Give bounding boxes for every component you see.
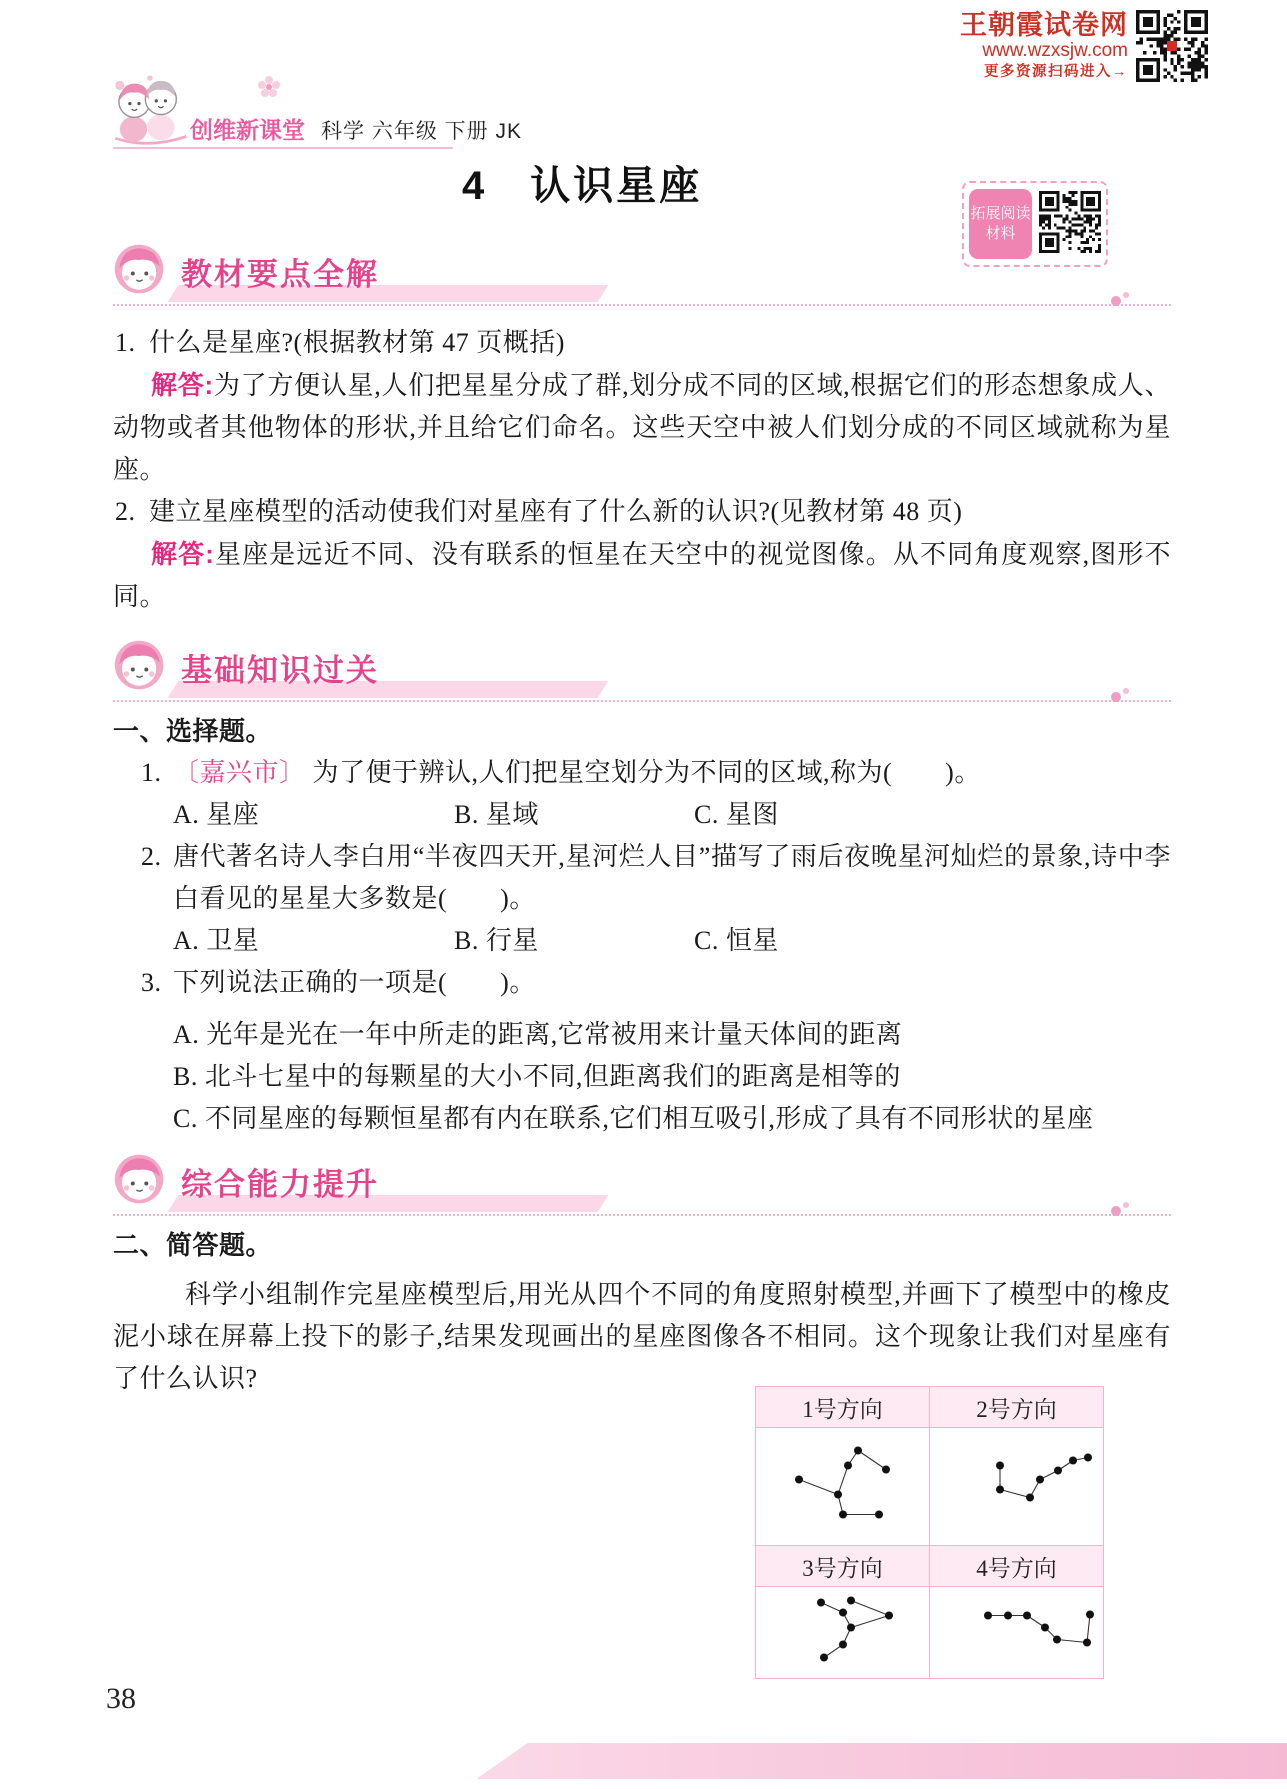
section-header-key-points xyxy=(113,238,1171,306)
lesson-title: 4 认识星座 xyxy=(462,164,703,208)
site-qr-code-icon xyxy=(1136,10,1208,87)
extended-reading-label-line2: 材料 xyxy=(985,225,1016,242)
choice-question-2 xyxy=(113,836,1171,920)
constellation-diagram-4 xyxy=(930,1587,1103,1678)
section-header-advanced xyxy=(113,1148,1171,1216)
site-logo-text xyxy=(956,10,1128,82)
answer-text: 为了方便认星,人们把星星分成了群,划分成不同的区域,根据它们的形态想象成人、动物或者其他物体的形状,并且给它们命名。这些天空中被人们划分成的不同区域就称为星座。 xyxy=(113,371,1171,484)
question-text: 什么是星座?(根据教材第 47 页概括) xyxy=(149,328,565,357)
answer-label: 解答: xyxy=(151,370,214,400)
short-answer-question-text: 科学小组制作完星座模型后,用光从四个不同的角度照射模型,并画下了模型中的橡皮泥小球在屏幕上投下的影子,结果发现画出的星座图像各不相同。这个现象让我们对星座有了什么认识? xyxy=(113,1280,1171,1393)
option-b: B. 星域 xyxy=(454,800,539,829)
site-name: 王朝霞试卷网 xyxy=(960,10,1128,40)
series-badge: 创维新课堂 xyxy=(190,117,305,143)
site-logo xyxy=(956,10,1208,87)
blossom-icon xyxy=(256,74,282,105)
section-title: 综合能力提升 xyxy=(181,1166,379,1202)
question-number: 2. xyxy=(141,842,162,871)
source-tag: 〔嘉兴市〕 xyxy=(173,758,306,787)
table-header-direction-3: 3号方向 xyxy=(756,1546,930,1587)
section-mascot-icon xyxy=(113,242,167,301)
choice-question-2-options xyxy=(113,920,1171,962)
table-header-direction-2: 2号方向 xyxy=(930,1387,1104,1428)
question-number: 2. xyxy=(115,497,136,526)
page-number: 38 xyxy=(106,1682,136,1715)
decorative-dots xyxy=(1111,1202,1129,1221)
choice-question-1-options xyxy=(113,794,1171,836)
table-header-direction-1: 1号方向 xyxy=(756,1387,930,1428)
section-title: 教材要点全解 xyxy=(181,256,379,292)
constellation-diagram-1 xyxy=(756,1428,929,1545)
answer-text: 星座是远近不同、没有联系的恒星在天空中的视觉图像。从不同角度观察,图形不同。 xyxy=(113,540,1171,611)
option-a: A. 卫星 xyxy=(173,926,260,955)
decorative-dots xyxy=(1111,292,1129,311)
question-number: 1. xyxy=(141,758,162,787)
question-text: 唐代著名诗人李白用“半夜四天开,星河烂人目”描写了雨后夜晚星河灿烂的景象,诗中李白看见的星星大多数是( )。 xyxy=(173,842,1171,913)
section-mascot-icon xyxy=(113,638,167,697)
site-url: www.wzxsjw.com xyxy=(982,40,1128,61)
section-header-basics xyxy=(113,634,1171,702)
exercise-type-heading: 二、简答题。 xyxy=(113,1230,273,1260)
option-c: C. 恒星 xyxy=(694,926,779,955)
decorative-dots xyxy=(1111,688,1129,707)
header-divider xyxy=(113,147,453,149)
question-text: 下列说法正确的一项是( )。 xyxy=(173,968,536,997)
edition-info: 科学 六年级 下册 JK xyxy=(321,120,523,143)
option-c: C. 星图 xyxy=(694,800,779,829)
question-text: 建立星座模型的活动使我们对星座有了什么新的认识?(见教材第 48 页) xyxy=(149,497,963,526)
table-header-direction-4: 4号方向 xyxy=(930,1546,1104,1587)
question-text: 为了便于辨认,人们把星空划分为不同的区域,称为( )。 xyxy=(312,758,981,787)
choice-question-3-options xyxy=(113,1014,1171,1140)
site-tagline: 更多资源扫码进入→ xyxy=(984,64,1128,80)
choice-question-1 xyxy=(113,752,1171,794)
constellation-shadow-table xyxy=(755,1386,1104,1679)
question-number: 1. xyxy=(115,328,136,357)
option-b: B. 行星 xyxy=(454,926,539,955)
option-a: A. 光年是光在一年中所走的距离,它常被用来计量天体间的距离 xyxy=(173,1020,903,1049)
keypoint-answer-1 xyxy=(113,364,1171,491)
answer-label: 解答: xyxy=(151,539,215,569)
page-content xyxy=(113,238,1171,1679)
option-b: B. 北斗七星中的每颗星的大小不同,但距离我们的距离是相等的 xyxy=(173,1062,901,1091)
choice-question-3 xyxy=(113,962,1171,1004)
keypoint-question-1 xyxy=(113,322,1171,364)
mascot-illustration xyxy=(108,72,190,153)
section-title: 基础知识过关 xyxy=(181,652,379,688)
book-header xyxy=(190,112,522,145)
option-c: C. 不同星座的每颗恒星都有内在联系,它们相互吸引,形成了具有不同形状的星座 xyxy=(173,1104,1094,1133)
extended-reading-label-line1: 拓展阅读 xyxy=(970,205,1031,222)
keypoint-question-2 xyxy=(113,491,1171,533)
section-mascot-icon xyxy=(113,1152,167,1211)
footer-decorative-band xyxy=(0,1743,1287,1779)
exercise-type-heading: 一、选择题。 xyxy=(113,716,273,746)
option-a: A. 星座 xyxy=(173,800,260,829)
keypoint-answer-2 xyxy=(113,533,1171,618)
constellation-diagram-3 xyxy=(756,1587,929,1678)
constellation-diagram-2 xyxy=(930,1428,1103,1545)
question-number: 3. xyxy=(141,968,162,997)
